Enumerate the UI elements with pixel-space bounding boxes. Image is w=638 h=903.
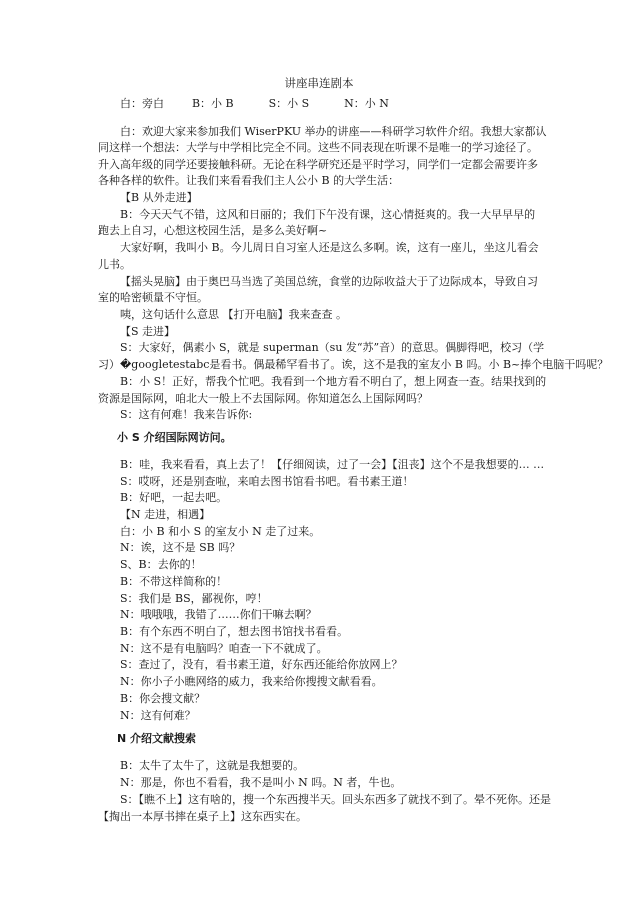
paragraph-line: S：这有何难！我来告诉你: <box>120 408 253 421</box>
paragraph-line: B：你会搜文献？ <box>120 692 206 705</box>
paragraph-line: 跑去上自习，心想这校园生活，是多么美好啊~ <box>98 224 328 237</box>
paragraph-line: 同这样一个想法：大学与中学相比完全不同。这些不同表现在听课不是唯一的学习途径了。 <box>98 141 538 154</box>
paragraph-line: S：【瞧不上】这有啥的，搜一个东西搜半天。回头东西多了就找不到了。晕不死你。还是 <box>120 793 552 806</box>
paragraph-line: B：今天天气不错，这风和日丽的；我们下午没有课，这心情挺爽的。我一大早早早的 <box>120 208 536 221</box>
paragraph-line: 各种各样的软件。让我们来看看我们主人公小 B 的大学生活： <box>98 174 400 187</box>
paragraph-line: 大家好啊，我叫小 B。今儿周日自习室人还是这么多啊。诶，这有一座儿，坐这儿看会 <box>120 241 539 254</box>
paragraph-line: B：哇，我来看看，真上去了！【仔细阅读，过了一会】【沮丧】这个不是我想要的… … <box>120 458 545 471</box>
paragraph-line: N：诶，这不是 SB 吗？ <box>120 541 241 554</box>
paragraph-line: S：哎呀，还是别查啦，来咱去图书馆看书吧。看书素王道！ <box>120 475 414 488</box>
paragraph-line: B：太牛了太牛了，这就是我想要的。 <box>120 759 305 772</box>
paragraph-line: N：你小子小瞧网络的威力，我来给你搜搜文献看看。 <box>120 675 383 688</box>
paragraph-line: 儿书。 <box>98 258 131 271</box>
stage-direction: 【S 走进】 <box>120 325 176 338</box>
paragraph-line: 习）�googletestabc是看书。偶最稀罕看书了。诶，这不是我的室友小 B 吗。小 B~捧个电脑干吗呢？ <box>98 358 609 371</box>
paragraph-line: N：哦哦哦，我错了……你们干嘛去啊？ <box>120 608 317 621</box>
paragraph-line: 咦，这句话什么意思 【打开电脑】我来查查 。 <box>120 308 347 321</box>
section-heading: N 介绍文献搜索 <box>117 732 197 745</box>
paragraph-line: N：那是，你也不看看，我不是叫小 N 吗。N 者，牛也。 <box>120 776 402 789</box>
paragraph-line: S、B：去你的！ <box>120 558 202 571</box>
paragraph-line: 白：小 B 和小 S 的室友小 N 走了过来。 <box>120 525 321 538</box>
stage-direction: 【B 从外走进】 <box>120 191 198 204</box>
paragraph-line: S：我们是 BS，鄙视你，哼！ <box>120 592 268 605</box>
paragraph-line: B：好吧，一起去吧。 <box>120 491 228 504</box>
paragraph-line: N：这不是有电脑吗？咱查一下不就成了。 <box>120 642 328 655</box>
paragraph-line: 白：欢迎大家来参加我们 WiserPKU 举办的讲座——科研学习软件介绍。我想大家都认 <box>120 125 547 138</box>
section-heading: 小 S 介绍国际网访问。 <box>117 431 232 444</box>
doc-title: 讲座串连剧本 <box>284 76 354 90</box>
paragraph-line: 资源是国际网，咱北大一般上不去国际网。你知道怎么上国际网吗？ <box>98 392 428 405</box>
paragraph-line: B：小 S！正好，帮我个忙吧。我看到一个地方看不明白了，想上网查一查。结果找到的 <box>120 375 547 388</box>
cast-list: 白：旁白 B：小 B S：小 S N：小 N <box>120 97 389 110</box>
paragraph-line: N：这有何难？ <box>120 709 196 722</box>
paragraph-line: 【摇头晃脑】由于奥巴马当选了美国总统，食堂的边际收益大于了边际成本，导致自习 <box>120 275 538 288</box>
paragraph-line: B：有个东西不明白了，想去图书馆找书看看。 <box>120 625 349 638</box>
paragraph-line: B：不带这样简称的！ <box>120 575 228 588</box>
paragraph-line: S：大家好，偶素小 S，就是 superman（su 发“苏”音）的意思。偶脚得吧，校习（学 <box>120 341 545 354</box>
paragraph-line: 【掏出一本厚书摔在桌子上】这东西实在。 <box>98 810 307 823</box>
stage-direction: 【N 走进，相遇】 <box>120 508 211 521</box>
paragraph-line: S：查过了，没有，看书素王道，好东西还能给你放网上？ <box>120 658 403 671</box>
paragraph-line: 室的哈密顿量不守恒。 <box>98 291 208 304</box>
paragraph-line: 升入高年级的同学还要接触科研。无论在科学研究还是平时学习，同学们一定都会需要许多 <box>98 158 538 171</box>
